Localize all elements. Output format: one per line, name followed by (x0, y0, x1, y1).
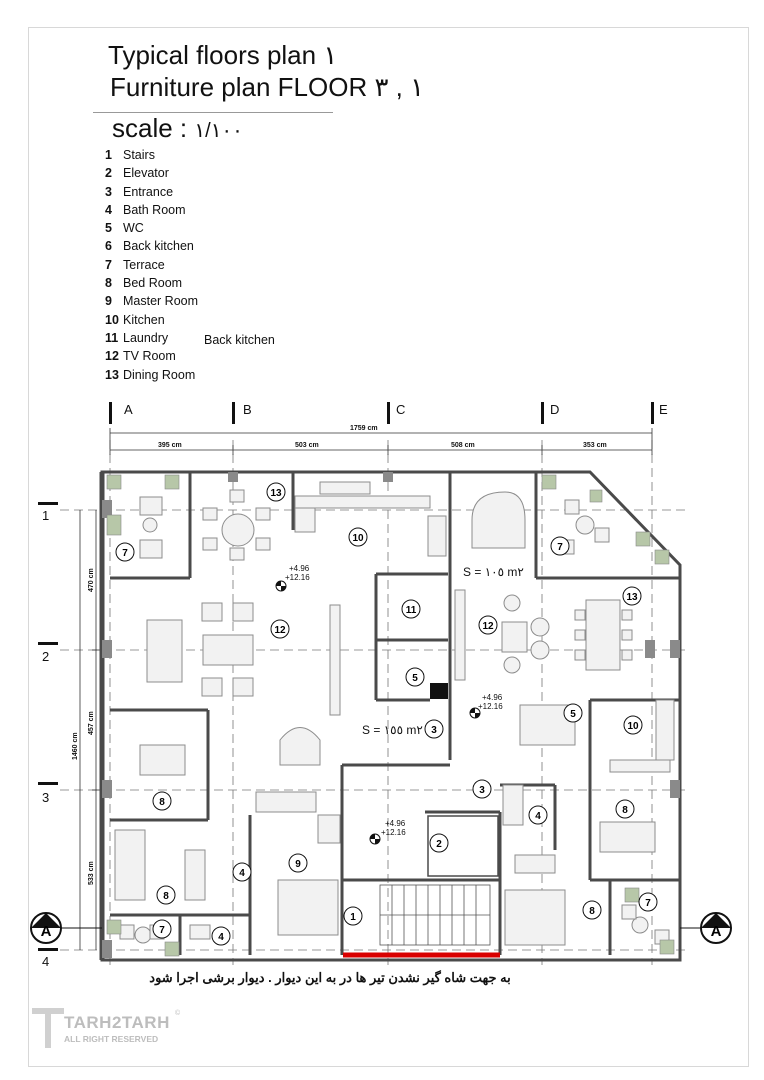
company-logo (30, 1002, 190, 1052)
dim-vertical-total: 1460 cm (72, 732, 79, 760)
level-bottom: +12.16 (285, 573, 310, 582)
legend-number: 2 (105, 166, 112, 181)
room-tag (212, 927, 230, 945)
dim-span: 508 cm (451, 442, 475, 449)
room-tag (583, 901, 601, 919)
room-tag (616, 800, 634, 818)
legend-number: 11 (105, 330, 119, 345)
dim-span: 353 cm (583, 442, 607, 449)
room-tag-text: 4 (535, 811, 541, 822)
room-tag (623, 587, 641, 605)
room-tag (349, 528, 367, 546)
room-tag-text: 13 (626, 592, 638, 603)
grid-lines (60, 440, 690, 965)
level-bottom: +12.16 (478, 702, 503, 711)
legend-label: WC (123, 221, 144, 236)
logo-subtext: ALL RIGHT RESERVED (64, 1034, 159, 1044)
axis-label-col: D (550, 402, 560, 417)
dim-total: 1759 cm (350, 425, 378, 432)
room-tag-text: 12 (274, 625, 286, 636)
legend-label: Master Room (123, 294, 199, 309)
legend-label: Elevator (123, 166, 169, 181)
room-tag (153, 792, 171, 810)
room-tag-text: 8 (159, 797, 165, 808)
legend-number: 13 (105, 367, 119, 382)
legend-label: Kitchen (123, 312, 165, 327)
legend-number: 9 (105, 294, 112, 309)
room-tag-text: 11 (405, 605, 417, 616)
axis-label-col: E (659, 402, 668, 417)
legend-number: 12 (105, 349, 119, 364)
logo-copyright: © (175, 1010, 181, 1017)
room-tag (529, 806, 547, 824)
scale-text: scale : (112, 113, 188, 143)
shear-wall-note: به جهت شاه گیر نشدن تیر ها در به این دیوار . دیوار برشی اجرا شود (149, 970, 511, 985)
room-tag-text: 1 (350, 912, 356, 923)
level-marker (470, 693, 503, 718)
room-tag-text: 4 (239, 868, 245, 879)
room-tag-text: 7 (557, 542, 563, 553)
legend-number: 7 (105, 257, 112, 272)
room-tag (271, 620, 289, 638)
legend-extra-label: Back kitchen (204, 332, 275, 347)
room-tag (624, 716, 642, 734)
legend-label: Stairs (123, 148, 155, 162)
room-tag-text: 3 (431, 725, 437, 736)
room-tag-text: 12 (482, 621, 494, 632)
room-tag-text: 7 (159, 925, 165, 936)
legend-label: Laundry (123, 330, 169, 345)
room-tag-text: 7 (645, 898, 651, 909)
legend-label: Dining Room (123, 367, 196, 382)
room-tag (267, 483, 285, 501)
level-top: +4.96 (385, 819, 406, 828)
axis-label-row: 2 (42, 649, 50, 664)
legend-label: TV Room (123, 349, 176, 364)
area-labels (362, 565, 524, 737)
section-label: A (710, 923, 722, 940)
room-tag (479, 616, 497, 634)
legend-number: 1 (105, 148, 112, 162)
floor-label: FLOOR ١ , ٣ (277, 72, 425, 102)
room-tag-text: 9 (295, 859, 301, 870)
section-marker-left (31, 913, 102, 943)
room-tag (157, 886, 175, 904)
room-tag (344, 907, 362, 925)
room-tag-text: 5 (570, 709, 576, 720)
legend-number: 10 (105, 312, 119, 327)
axis-label-row: 4 (42, 954, 50, 969)
dim-vertical-span: 470 cm (88, 568, 95, 592)
level-bottom: +12.16 (381, 828, 406, 837)
room-tag (473, 780, 491, 798)
sheet-title: Typical floors plan ١ (108, 40, 338, 70)
axis-label-row: 3 (42, 790, 50, 805)
room-tag (233, 863, 251, 881)
room-tag-text: 5 (412, 673, 418, 684)
level-top: +4.96 (482, 693, 503, 702)
section-marker-right (680, 913, 731, 943)
axis-label-col: A (124, 402, 133, 417)
legend-number: 3 (105, 184, 112, 199)
legend-number: 4 (105, 202, 112, 217)
room-tag-text: 8 (622, 805, 628, 816)
room-tag-text: 4 (218, 932, 224, 943)
room-tag (402, 600, 420, 618)
legend-label: Terrace (123, 257, 165, 272)
legend-number: 8 (105, 276, 112, 291)
room-tag-text: 7 (122, 548, 128, 559)
area-label-right: S = ١٠٥ m٢ (463, 565, 524, 579)
scale-value: ١/١٠٠ (194, 120, 243, 142)
room-tag-text: 13 (270, 488, 282, 499)
axis-label-row: 1 (42, 508, 50, 523)
room-tag (430, 834, 448, 852)
axis-label-col: C (396, 402, 406, 417)
dim-vertical-span: 457 cm (88, 711, 95, 735)
room-tag-text: 10 (627, 721, 639, 732)
room-tag-text: 10 (352, 533, 364, 544)
level-marker (276, 564, 310, 591)
room-tag (564, 704, 582, 722)
room-tag (116, 543, 134, 561)
room-tag (406, 668, 424, 686)
room-tag-text: 2 (436, 839, 442, 850)
room-tag (425, 720, 443, 738)
axis-label-col: B (243, 402, 252, 417)
room-tag (153, 920, 171, 938)
legend-label: Bath Room (123, 202, 186, 217)
dim-span: 395 cm (158, 442, 182, 449)
dim-vertical-span: 533 cm (88, 861, 95, 885)
area-label-left: S = ١٥٥ m٢ (362, 723, 423, 737)
legend-number: 5 (105, 221, 112, 236)
dim-span: 503 cm (295, 442, 319, 449)
room-tag-text: 8 (589, 906, 595, 917)
room-tag-text: 8 (163, 891, 169, 902)
logo-text: TARH2TARH (64, 1013, 170, 1032)
legend-label: Back kitchen (123, 239, 194, 254)
room-tag (551, 537, 569, 555)
legend-label: Bed Room (123, 276, 183, 291)
legend-label: Entrance (123, 184, 174, 199)
room-tag (639, 893, 657, 911)
room-tag (289, 854, 307, 872)
section-label: A (40, 923, 52, 940)
room-tag-text: 3 (479, 785, 485, 796)
level-top: +4.96 (289, 564, 310, 573)
subtitle-text: Furniture plan (110, 72, 271, 102)
legend-number: 6 (105, 239, 112, 254)
stair-flight (380, 885, 490, 945)
